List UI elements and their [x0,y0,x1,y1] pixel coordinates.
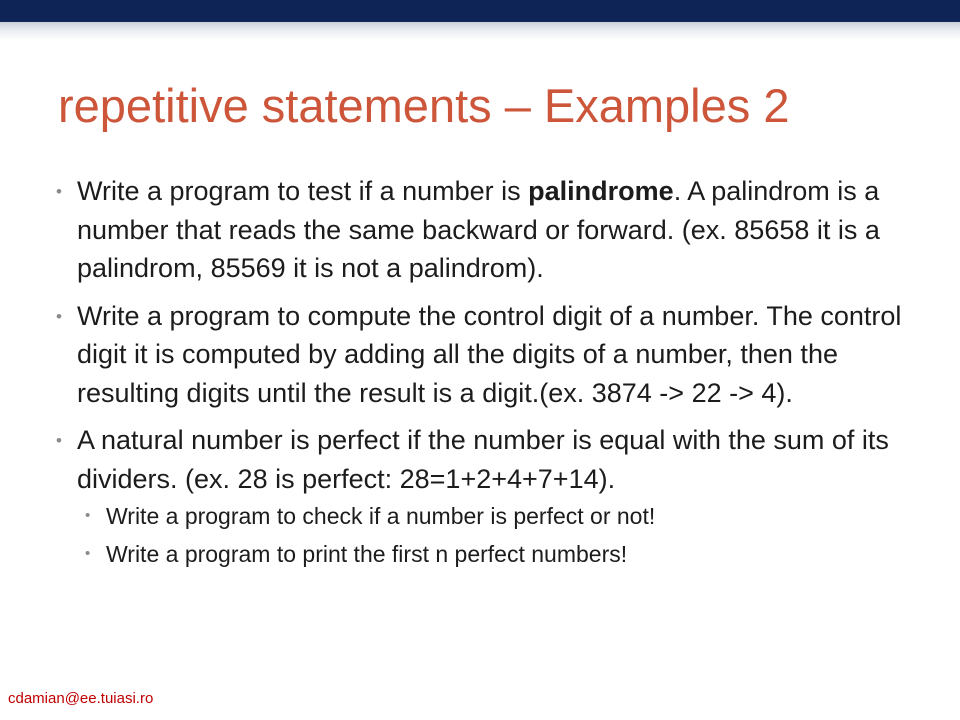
sub-bullet-dot-icon: • [85,545,91,562]
bullet-palindrome [56,172,916,288]
header-shadow [0,22,960,40]
slide-title: repetitive statements – Examples 2 [58,79,790,132]
bullet-text: Write a program to compute the control digit of a number. The control digit it is computed by adding all the digits of a number, then the resulting digits until the result is a digit.(ex. 3874 -> 22 -> 4). [77,300,902,408]
bullet-control-digit [56,297,916,413]
bullet-text: A natural number is perfect if the number is equal with the sum of its dividers. (ex. 28 is perfect: 28=1+2+4+7+14). [77,425,889,494]
bullet-perfect-number [56,421,916,568]
bullet-dot-icon: • [56,431,62,450]
bullet-text-after: . A palindrom is a number that reads the same backward or forward. (ex. 85658 it is a palindrom, 85569 it is not a palindrom). [77,176,880,283]
sub-bullet-text: Write a program to check if a number is perfect or not! [106,503,656,529]
bullet-list [56,172,916,578]
bullet-text-bold: palindrome [528,176,674,206]
bullet-dot-icon: • [56,306,62,326]
footer-email: cdamian@ee.tuiasi.ro [8,690,154,707]
sub-bullet-list [85,502,916,568]
sub-bullet-dot-icon: • [85,507,91,524]
sub-bullet-check-perfect [85,502,916,530]
bullet-text-before: Write a program to test if a number is [77,176,529,206]
bullet-dot-icon: • [56,182,62,201]
sub-bullet-print-perfect [85,540,916,568]
header-band [0,0,960,22]
sub-bullet-text: Write a program to print the first n perfect numbers! [106,541,628,567]
